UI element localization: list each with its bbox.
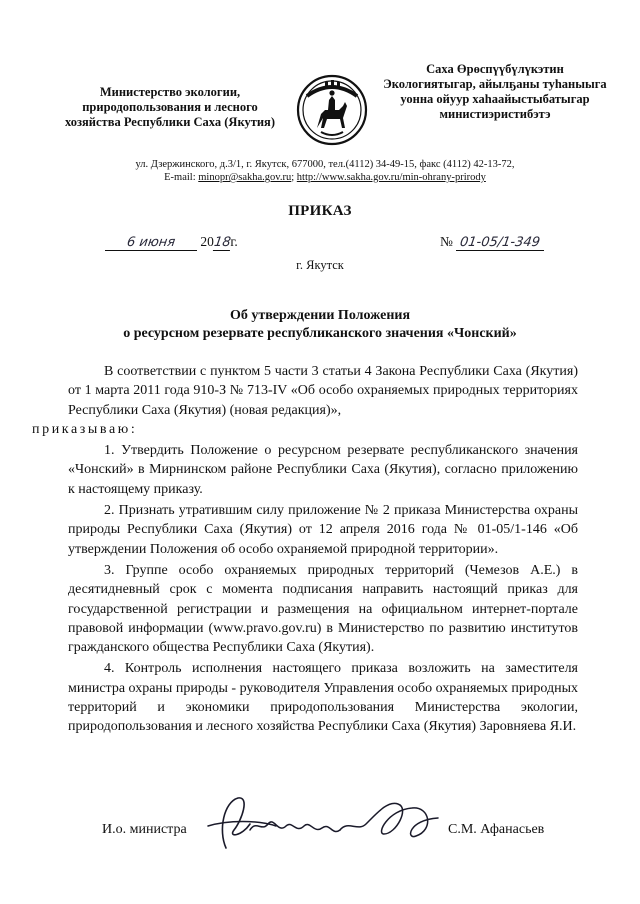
order-body <box>32 362 578 737</box>
number-underline <box>456 234 544 251</box>
order-city: г. Якутск <box>296 258 344 272</box>
website-link[interactable]: http://www.sakha.gov.ru/min-ohrany-prirody <box>296 172 486 183</box>
signatory-title: И.о. министра <box>102 822 187 837</box>
handwritten-signature-icon <box>198 790 448 860</box>
year-suffix: г. <box>230 234 238 249</box>
order-item: 4. Контроль исполнения настоящего приказа возложить на заместителя министра охраны природы - руководителя Управления особо охраняемых природных территорий и экономики природопользования Министерства экологии, природопользования и лесного хозяйства Республики Саха (Якутия) Заровняева Я.И. <box>68 661 578 735</box>
date-underline <box>105 234 197 251</box>
email-link[interactable]: minopr@sakha.gov.ru <box>198 172 292 183</box>
ministry-name-line: уонна ойуур хаһаайыстыбатыгар <box>400 92 590 106</box>
signatory-name: С.М. Афанасьев <box>448 822 545 837</box>
handwritten-date: 6 июня <box>125 235 177 250</box>
preamble-text: В соответствии с пунктом 5 части 3 статьи 4 Закона Республики Саха (Якутия) от 1 марта 2011 года 910-З № 713-IV «Об особо охраняемых природных территориях Республики Саха (Якутия) (новая редакция)», <box>68 364 578 418</box>
preamble-paragraph <box>32 362 578 439</box>
ministry-name-line: природопользования и лесного <box>82 100 258 114</box>
order-number <box>440 234 544 251</box>
ministry-name-line: министиэристибэтэ <box>439 107 551 121</box>
number-sign: № <box>440 234 453 249</box>
ministry-name-line: Экологиятыгар, айылҕаны туһаныыга <box>383 77 607 91</box>
email-label: E-mail: <box>164 172 199 183</box>
ministry-name-line: Министерство экологии, <box>99 85 241 99</box>
subject-line: о ресурсном резервате республиканского значения «Чонский» <box>123 326 517 341</box>
subject-line: Об утверждении Положения <box>229 308 411 323</box>
ministry-name-sah <box>380 62 610 122</box>
order-item: 1. Утвердить Положение о ресурсном резервате республиканского значения «Чонский» в Мирнинском районе Республики Саха (Якутия), согласно приложению к настоящему приказу. <box>68 443 578 497</box>
sakha-coat-of-arms-icon <box>295 70 369 150</box>
ministry-name-line: Саха Өрөспүүбүлүкэтин <box>426 62 564 76</box>
order-date <box>105 234 238 251</box>
contact-separator: ; <box>291 172 297 183</box>
ministry-name-line: хозяйства Республики Саха (Якутия) <box>65 115 275 129</box>
order-item: 3. Группе особо охраняемых природных территорий (Чемезов А.Е.) в десятидневный срок с момента подписания направить настоящий приказ для государственной регистрации и размещения на официальном интернет-портале правовой информации (www.pravo.gov.ru) в Министерство по развитию институтов гражданского общества Республики Саха (Якутия). <box>68 562 578 656</box>
contact-line <box>60 171 590 184</box>
order-word: приказываю: <box>32 421 138 437</box>
document-title: ПРИКАЗ <box>288 203 352 219</box>
address-block <box>60 158 590 184</box>
handwritten-year: 18 <box>212 235 232 250</box>
ministry-name-ru <box>50 85 290 130</box>
year-prefix: 20 <box>200 234 214 249</box>
handwritten-number: 01-05/1-349 <box>459 235 542 250</box>
postal-address: ул. Дзержинского, д.3/1, г. Якутск, 677000, тел.(4112) 34-49-15, факс (4112) 42-13-72, <box>135 159 515 170</box>
order-item: 2. Признать утратившим силу приложение № 2 приказа Министерства охраны природы Республики Саха (Якутия) от 12 апреля 2016 года № 01-05/1-146 «Об утверждении Положения об особо охраняемой природной территории». <box>68 503 578 557</box>
order-subject <box>60 307 580 343</box>
